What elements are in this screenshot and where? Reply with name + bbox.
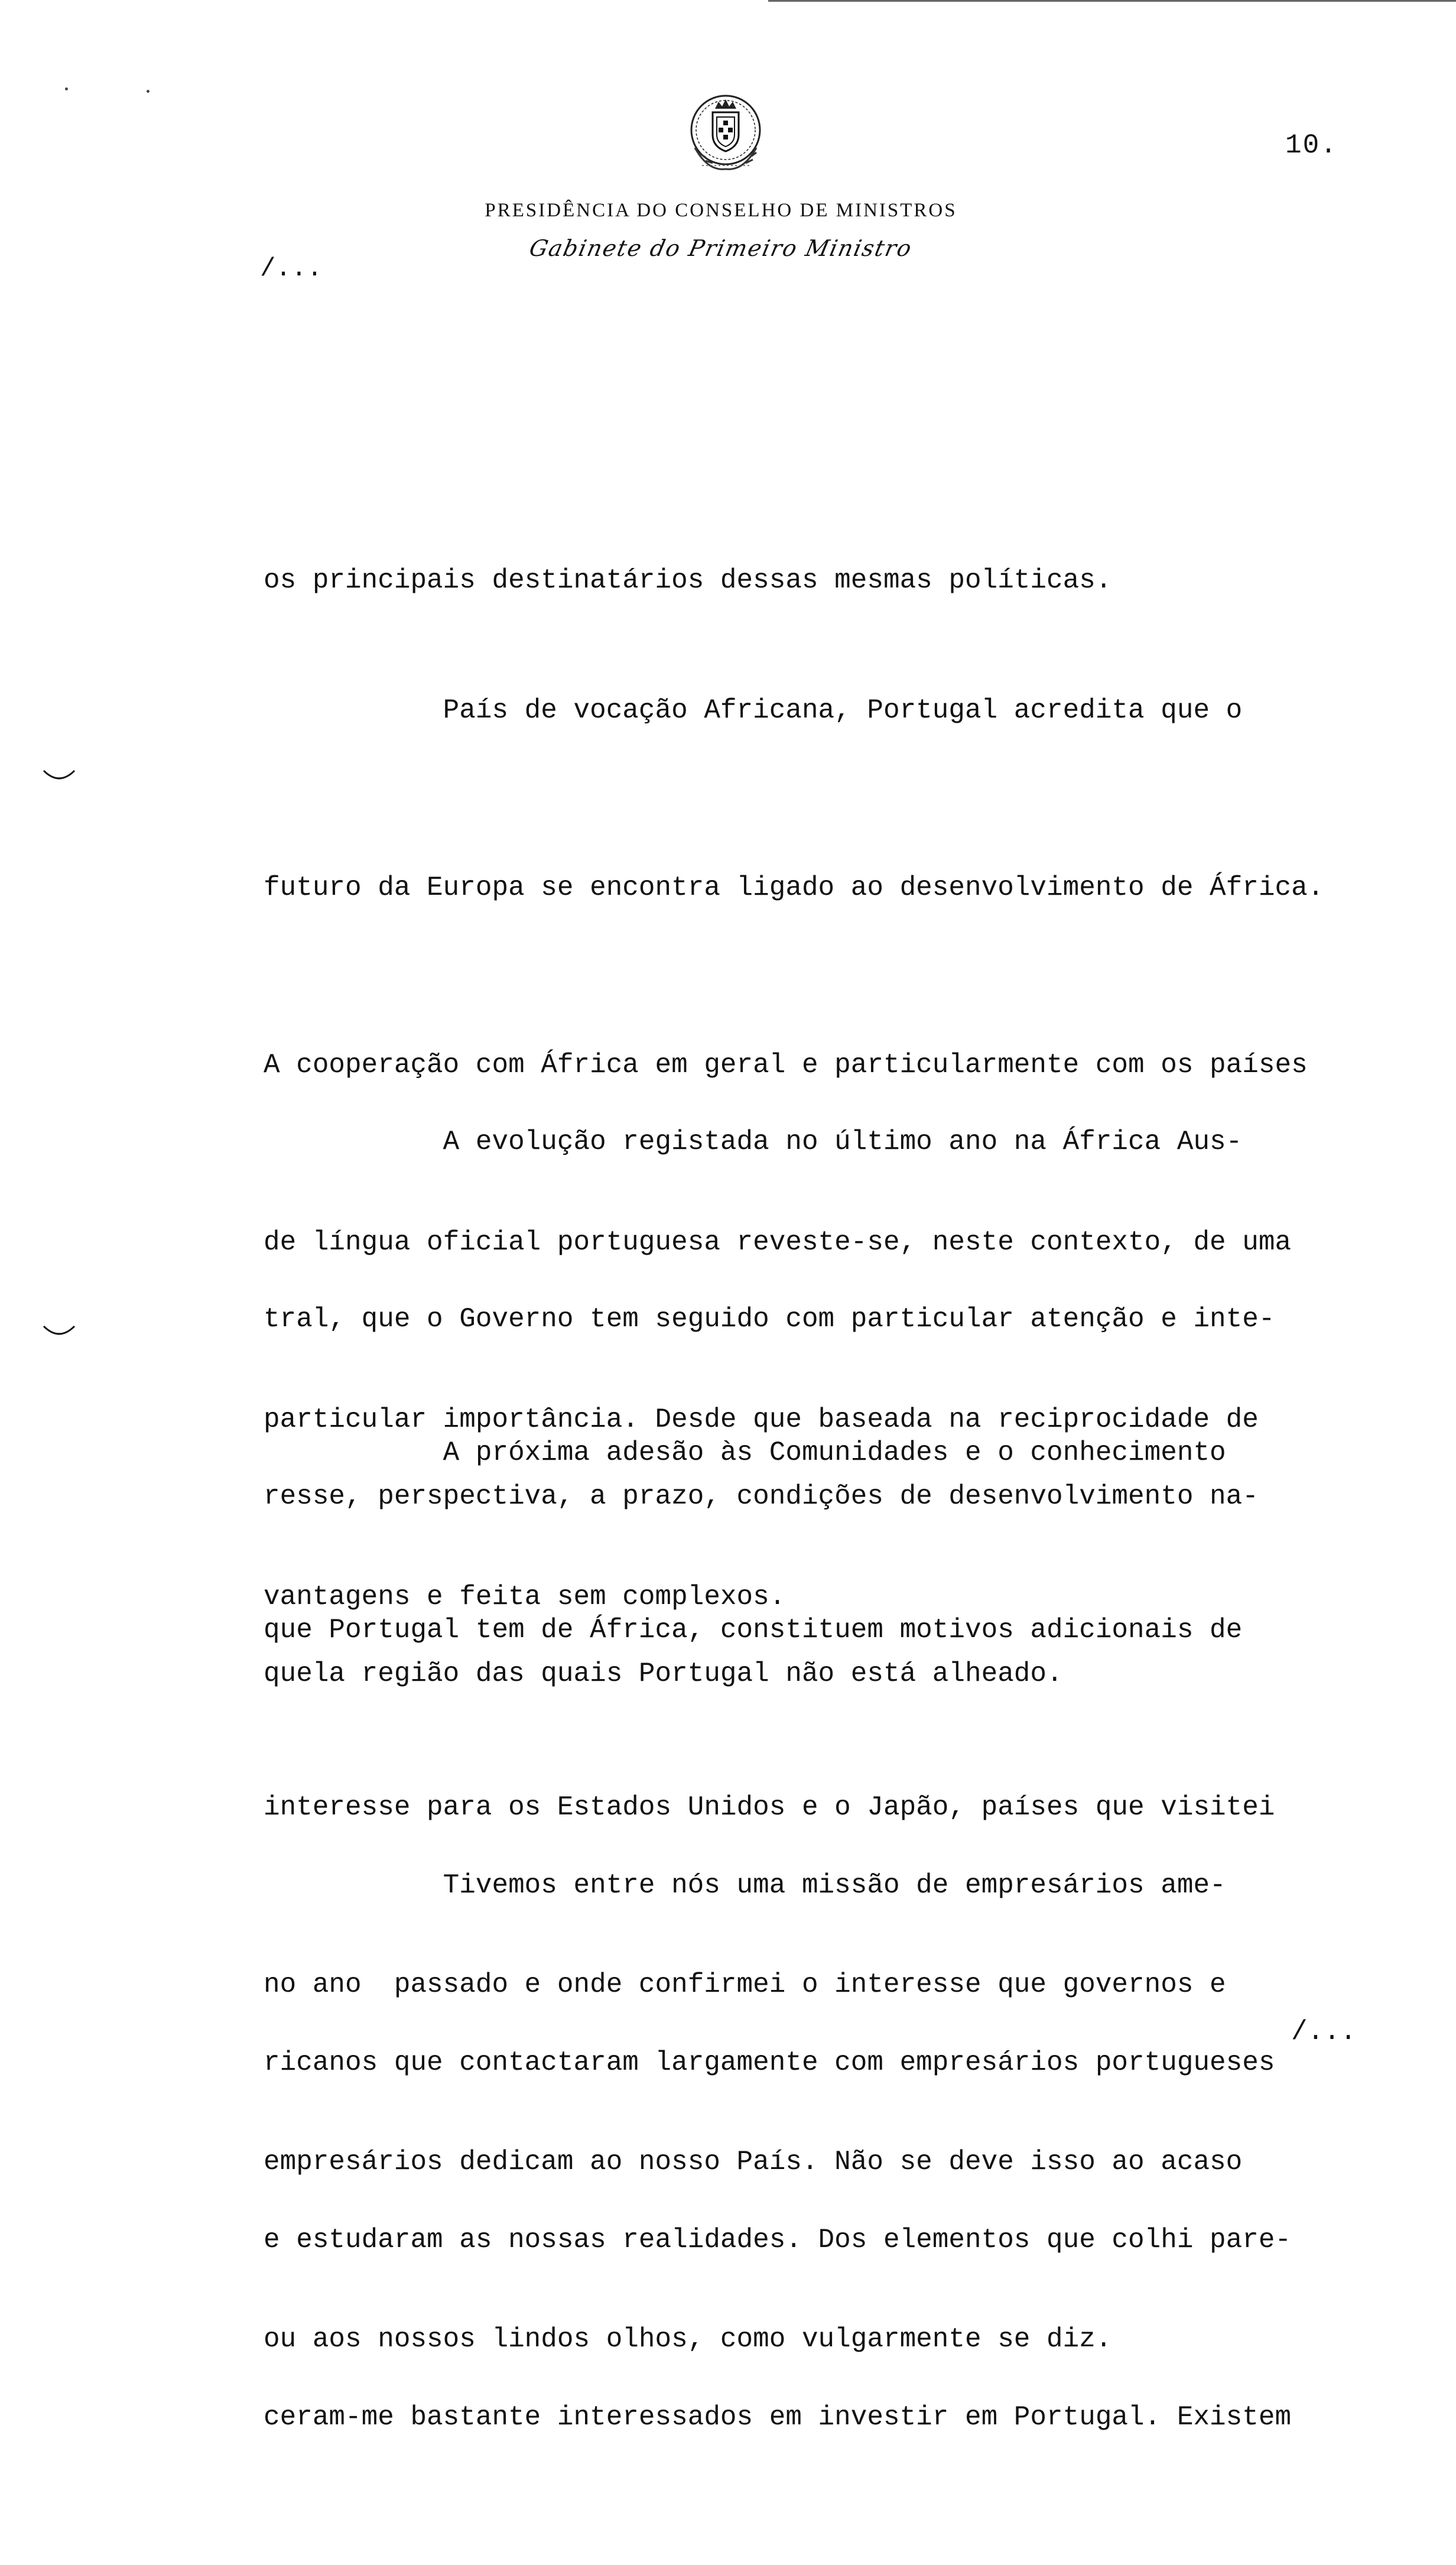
text-line: interesse para os Estados Unidos e o Japão, países que visitei xyxy=(264,1792,1275,1823)
punch-hole-mark xyxy=(43,1325,76,1337)
text-line: Tivemos entre nós uma missão de empresários ame- xyxy=(264,1870,1226,1901)
scan-speck xyxy=(65,87,68,90)
paragraph xyxy=(264,1738,1386,2565)
text-line: que Portugal tem de África, constituem motivos adicionais de xyxy=(264,1615,1243,1645)
text-line: quela região das quais Portugal não está alheado. xyxy=(264,1658,1063,1689)
letterhead-office: Gabinete do Primeiro Ministro xyxy=(526,235,915,261)
text-line: e estudaram as nossas realidades. Dos elementos que colhi pare- xyxy=(264,2225,1292,2255)
text-line: no ano passado e onde confirmei o interesse que governos e xyxy=(264,1969,1226,2000)
text-line: empresários dedicam ao nosso País. Não se deve isso ao acaso xyxy=(264,2147,1243,2177)
scan-speck xyxy=(147,90,150,93)
text-line: ricanos que contactaram largamente com empresários portugueses xyxy=(264,2047,1275,2078)
text-line: A evolução registada no último ano na África Aus- xyxy=(264,1126,1243,1157)
text-line: A próxima adesão às Comunidades e o conhecimento xyxy=(264,1437,1226,1468)
continuation-marker-bottom: /... xyxy=(1291,2017,1357,2047)
text-line: particular importância. Desde que baseada na reciprocidade de xyxy=(264,1404,1259,1435)
scan-edge-line xyxy=(768,0,1456,2)
page-number: 10. xyxy=(1285,130,1338,161)
text-line: resse, perspectiva, a prazo, condições de desenvolvimento na- xyxy=(264,1481,1259,1512)
text-line: tral, que o Governo tem seguido com particular atenção e inte- xyxy=(264,1304,1275,1335)
letterhead-organization: PRESIDÊNCIA DO CONSELHO DE MINISTROS xyxy=(485,200,957,221)
text-line: ceram-me bastante interessados em investir em Portugal. Existem xyxy=(264,2402,1292,2433)
text-line: os principais destinatários dessas mesmas políticas. xyxy=(264,565,1112,596)
coat-of-arms-emblem xyxy=(667,83,785,183)
text-line: A cooperação com África em geral e particularmente com os países xyxy=(264,1050,1308,1080)
text-line: futuro da Europa se encontra ligado ao desenvolvimento de África. xyxy=(264,872,1324,903)
text-line: de língua oficial portuguesa reveste-se, neste contexto, de uma xyxy=(264,1227,1292,1258)
punch-hole-mark xyxy=(43,770,76,781)
continuation-marker-top: /... xyxy=(260,254,323,284)
text-line: País de vocação Africana, Portugal acredita que o xyxy=(264,695,1243,726)
text-line: vantagens e feita sem complexos. xyxy=(264,1582,786,1612)
text-line: ou aos nossos lindos olhos, como vulgarmente se diz. xyxy=(264,2324,1112,2355)
